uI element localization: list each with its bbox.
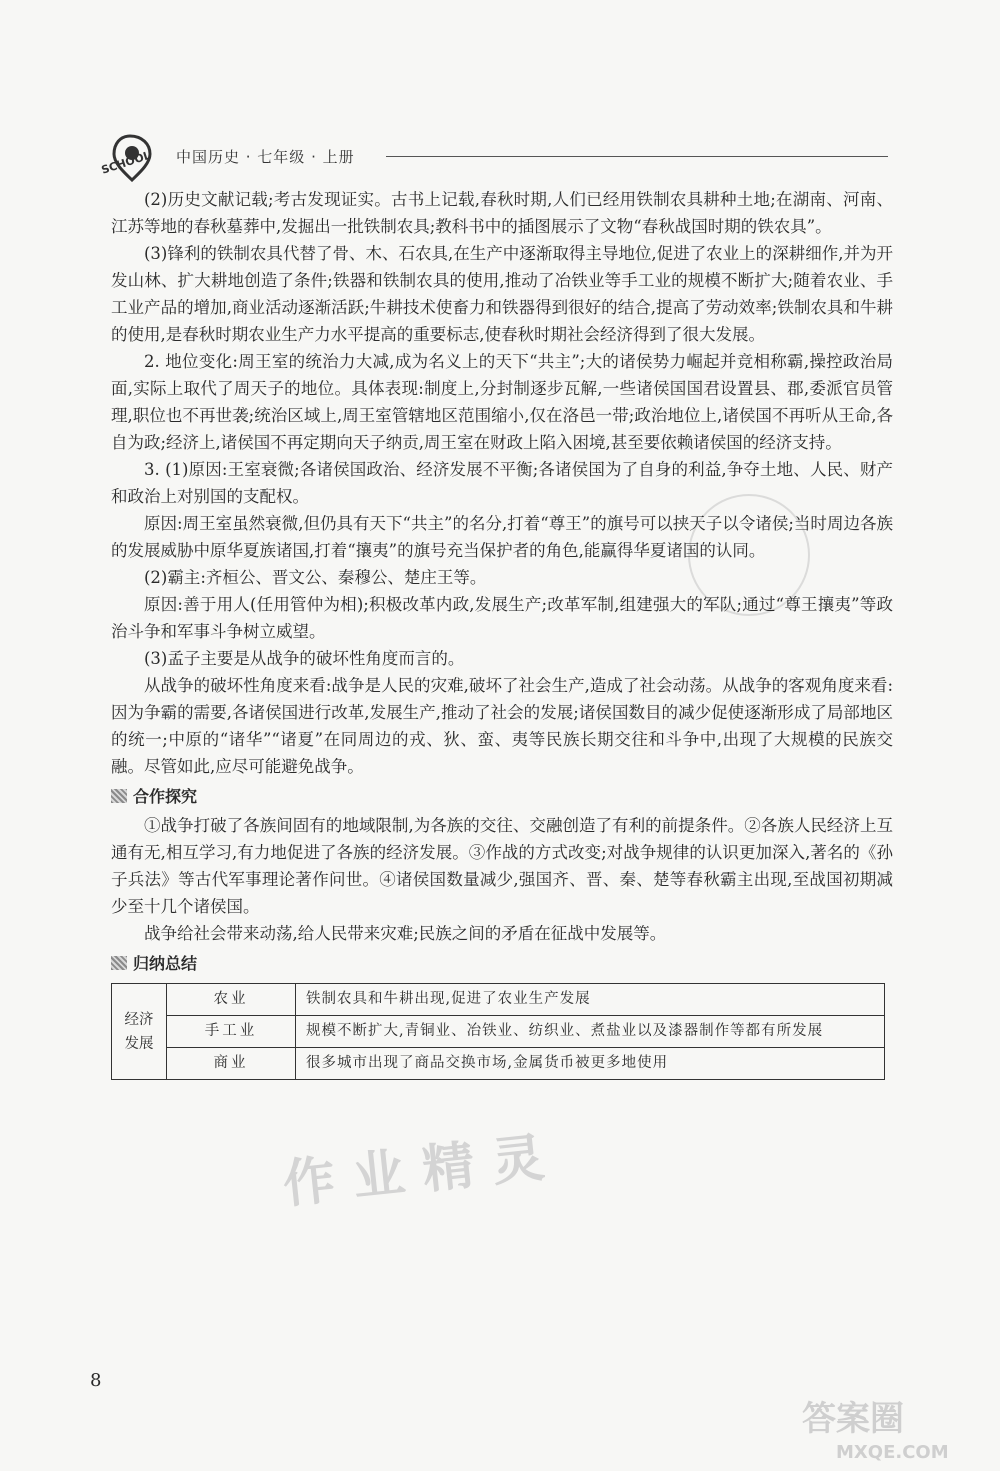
paragraph: 原因:周王室虽然衰微,但仍具有天下“共主”的名分,打着“尊王”的旗号可以挟天子以令诸侯;当时周边各族的发展威胁中原华夏族诸国,打着“攘夷”的旗号充当保护者的角色,能赢得华夏诸国的认同。 [111, 514, 893, 560]
description-cell: 很多城市出现了商品交换市场,金属货币被更多地使用 [296, 1048, 885, 1080]
header-rule [386, 156, 888, 157]
watermark-text: 作业精灵 [280, 1126, 565, 1216]
page-header [100, 132, 890, 182]
section-marker-icon [111, 956, 127, 970]
category-cell: 商业 [167, 1048, 296, 1080]
description-cell: 铁制农具和牛耕出现,促进了农业生产发展 [296, 984, 885, 1016]
paragraph: (3)孟子主要是从战争的破坏性角度而言的。 [144, 649, 465, 668]
corner-watermark-top: 答案圈 [802, 1399, 904, 1439]
section-title: 合作探究 [133, 786, 198, 806]
paragraph: 2. 地位变化:周王室的统治力大减,成为名义上的天下“共主”;大的诸侯势力崛起并竞相称霸,操控政治局面,实际上取代了周天子的地位。具体表现:制度上,分封制逐步瓦解,一些诸侯国国君设置县、郡,委派官员管理,职位也不再世袭;统治区域上,周王室管辖地区范围缩小,仅在洛邑一带;政治地位上,诸侯国不再听从王命,各自为政;经济上,诸侯国不再定期向天子纳贡,周王室在财政上陷入困境,甚至要依赖诸侯国的经济支持。 [111, 352, 893, 452]
table-row [112, 984, 885, 1016]
school-logo-icon [100, 132, 164, 182]
category-cell: 农业 [167, 984, 296, 1016]
section-title: 归纳总结 [133, 953, 198, 973]
answer-content [111, 186, 893, 1080]
paragraph: (2)历史文献记载;考古发现证实。古书上记载,春秋时期,人们已经用铁制农具耕种土地;在湖南、河南、江苏等地的春秋墓葬中,发掘出一批铁制农具;教科书中的插图展示了文物“春秋战国时期的铁农具”。 [111, 190, 893, 236]
corner-watermark-bottom: MXQE.COM [836, 1442, 949, 1463]
paragraph: 从战争的破坏性角度来看:战争是人民的灾难,破坏了社会生产,造成了社会动荡。从战争的客观角度来看:因为争霸的需要,各诸侯国进行改革,发展生产,推动了社会的发展;诸侯国数目的减少促使逐渐形成了局部地区的统一;中原的“诸华”“诸夏”在同周边的戎、狄、蛮、夷等民族长期交往和斗争中,出现了大规模的民族交融。尽管如此,应尽可能避免战争。 [111, 676, 893, 776]
section-summary-header [111, 949, 893, 977]
section-marker-icon [111, 789, 127, 803]
logo-text: SCHOOL [100, 148, 153, 177]
paragraph: (2)霸主:齐桓公、晋文公、秦穆公、楚庄王等。 [144, 568, 487, 587]
corner-watermark-logo [788, 1388, 988, 1464]
row-header-cell: 经济发展 [112, 984, 167, 1080]
summary-table [111, 983, 885, 1080]
page-title: 中国历史 · 七年级 · 上册 [176, 148, 355, 166]
table-row [112, 1048, 885, 1080]
paragraph: (3)锋利的铁制农具代替了骨、木、石农具,在生产中逐渐取得主导地位,促进了农业上的深耕细作,并为开发山林、扩大耕地创造了条件;铁器和铁制农具的使用,推动了冶铁业等手工业的规模不断扩大;随着农业、手工业产品的增加,商业活动逐渐活跃;牛耕技术使畜力和铁器得到很好的结合,提高了劳动效率;铁制农具和牛耕的使用,是春秋时期农业生产力水平提高的重要标志,使春秋时期社会经济得到了很大发展。 [111, 244, 893, 344]
paragraph: ①战争打破了各族间固有的地域限制,为各族的交往、交融创造了有利的前提条件。②各族人民经济上互通有无,相互学习,有力地促进了各族的经济发展。③作战的方式改变;对战争规律的认识更加深入,著名的《孙子兵法》等古代军事理论著作问世。④诸侯国数量减少,强国齐、晋、秦、楚等春秋霸主出现,至战国初期减少至十几个诸侯国。 [111, 816, 893, 916]
page-number: 8 [90, 1370, 102, 1391]
table-row [112, 1016, 885, 1048]
paragraph: 战争给社会带来动荡,给人民带来灾难;民族之间的矛盾在征战中发展等。 [144, 924, 667, 943]
paragraph: 3. (1)原因:王室衰微;各诸侯国政治、经济发展不平衡;各诸侯国为了自身的利益,争夺土地、人民、财产和政治上对别国的支配权。 [111, 460, 893, 506]
category-cell: 手工业 [167, 1016, 296, 1048]
description-cell: 规模不断扩大,青铜业、冶铁业、纺织业、煮盐业以及漆器制作等都有所发展 [296, 1016, 885, 1048]
paragraph: 原因:善于用人(任用管仲为相);积极改革内政,发展生产;改革军制,组建强大的军队;通过“尊王攘夷”等政治斗争和军事斗争树立威望。 [111, 595, 893, 641]
section-cooperation-header [111, 782, 893, 810]
